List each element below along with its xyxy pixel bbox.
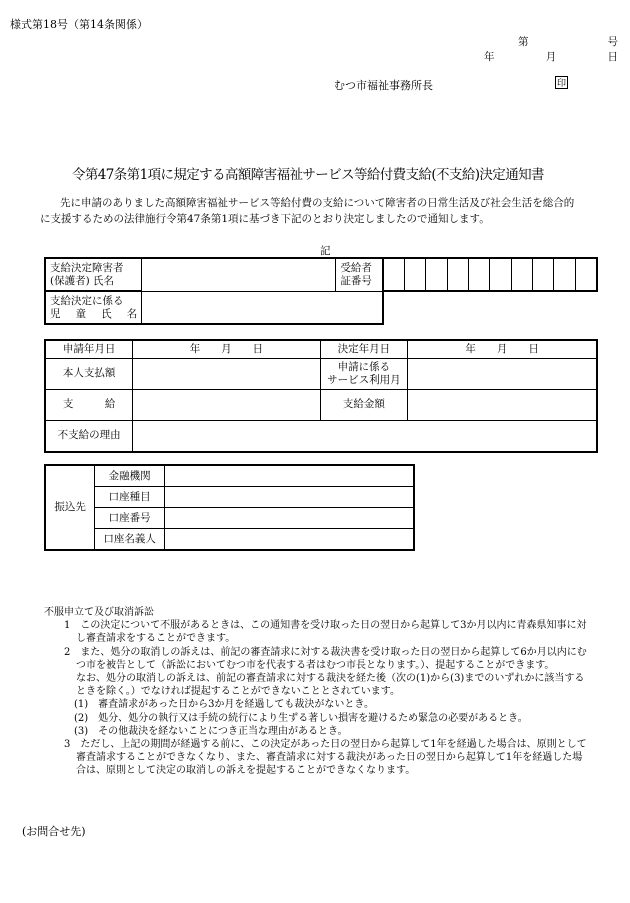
note-sub-3: (3) その他裁決を経ないことにつき正当な理由があるとき。 [74, 725, 348, 737]
cert-label-cell [336, 258, 383, 291]
child-label-1: 支給決定に係る [50, 294, 124, 307]
apply-date-label: 申請年月日 [45, 340, 133, 358]
decision-table [44, 339, 598, 453]
notes-heading: 不服申立て及び取消訴訟 [44, 607, 154, 618]
ki-heading: 記 [320, 245, 331, 257]
transfer-label: 振込先 [45, 465, 95, 550]
intro-paragraph: 先に申請のありました高額障害福祉サービス等給付費の支給について障害者の日常生活及び社会生活を総合的に支援するための法律施行令第47条第1項に基づき下記のとおり決定しましたので通知します。 [40, 197, 575, 225]
service-month-label-2: サービス利用月 [327, 373, 401, 386]
child-name-field[interactable] [142, 291, 383, 324]
self-pay-field[interactable] [133, 358, 320, 389]
day-label: 日 [607, 51, 618, 63]
payment-amount-field[interactable] [408, 389, 597, 420]
recipient-label-2: (保護者) 氏名 [50, 274, 115, 287]
service-month-field[interactable] [408, 358, 597, 389]
note-2b: なお、処分の取消しの訴えは、前記の審査請求に対する裁決を経た後（次の(1)から(3)までのいずれかに該当するときを除く。）でなければ提起することができないこととされています。 [76, 673, 585, 698]
child-label-2: 児 童 氏 名 [50, 307, 138, 320]
document-number-line [518, 34, 618, 49]
document-title: 令第47条第1項に規定する高額障害福祉サービス等給付費支給(不支給)決定通知書 [72, 167, 544, 183]
service-month-label [320, 358, 408, 389]
acct-no-field[interactable] [164, 508, 414, 529]
month-label: 月 [545, 51, 557, 63]
cert-number-field[interactable] [383, 258, 597, 291]
service-month-label-1: 申請に係る [337, 360, 391, 373]
appeal-notes [44, 606, 592, 778]
recipient-label-1: 支給決定障害者 [50, 261, 124, 274]
bank-field[interactable] [164, 465, 414, 487]
child-label-cell [45, 291, 142, 324]
issuer-name: むつ市福祉事務所長 [334, 79, 433, 92]
seal-mark: 印 [555, 76, 568, 89]
acct-holder-field[interactable] [164, 529, 414, 551]
recipient-name-field[interactable] [142, 258, 336, 291]
cert-label-2: 証番号 [340, 274, 372, 287]
note-sub-1: (1) 審査請求があった日から3か月を経過しても裁決がないとき。 [74, 699, 375, 711]
go-label: 号 [607, 36, 618, 48]
transfer-table [44, 464, 415, 551]
note-2: 2 また、処分の取消しの訴えは、前記の審査請求に対する裁決書を受け取った日の翌日から起算して6か月以内にむつ市を被告として（訴訟においてむつ市を代表する者はむつ市長となります。）、提起することができます。 [64, 646, 587, 671]
acct-no-label: 口座番号 [95, 508, 165, 529]
issue-date-line [484, 49, 618, 64]
reason-label: 不支給の理由 [45, 420, 133, 452]
recipient-label-cell [45, 258, 142, 291]
contact-label: (お問合せ先) [22, 825, 86, 838]
acct-holder-label: 口座名義人 [95, 529, 165, 551]
decision-date-field[interactable]: 年 月 日 [408, 340, 597, 358]
recipient-table [44, 257, 598, 325]
bank-label: 金融機関 [95, 465, 165, 487]
form-number: 様式第18号（第14条関係） [10, 18, 148, 31]
cert-label-1: 受給者 [340, 261, 372, 274]
note-1: 1 この決定について不服があるときは、この通知書を受け取った日の翌日から起算して3か月以内に青森県知事に対し審査請求をすることができます。 [64, 620, 587, 645]
apply-date-field[interactable]: 年 月 日 [133, 340, 320, 358]
self-pay-label: 本人支払額 [45, 358, 133, 389]
decision-date-label: 決定年月日 [320, 340, 408, 358]
acct-type-label: 口座種目 [95, 487, 165, 508]
year-label: 年 [484, 51, 495, 63]
acct-type-field[interactable] [164, 487, 414, 508]
payment-field[interactable] [133, 389, 320, 420]
payment-label: 支 給 [45, 389, 133, 420]
note-sub-2: (2) 処分、処分の執行又は手続の続行により生ずる著しい損害を避けるため緊急の必要があるとき。 [74, 712, 528, 724]
reason-field[interactable] [133, 420, 597, 452]
payment-amount-label: 支給金額 [320, 389, 408, 420]
dai-label: 第 [518, 36, 529, 48]
note-3: 3 ただし、上記の期間が経過する前に、この決定があった日の翌日から起算して1年を経過した場合は、原則として審査請求することができなくなり、また、審査請求に対する裁決があった日の翌日から起算して1年を経過した場合は、原則として決定の取消しの訴えを提起することができなくなります。 [64, 739, 587, 777]
